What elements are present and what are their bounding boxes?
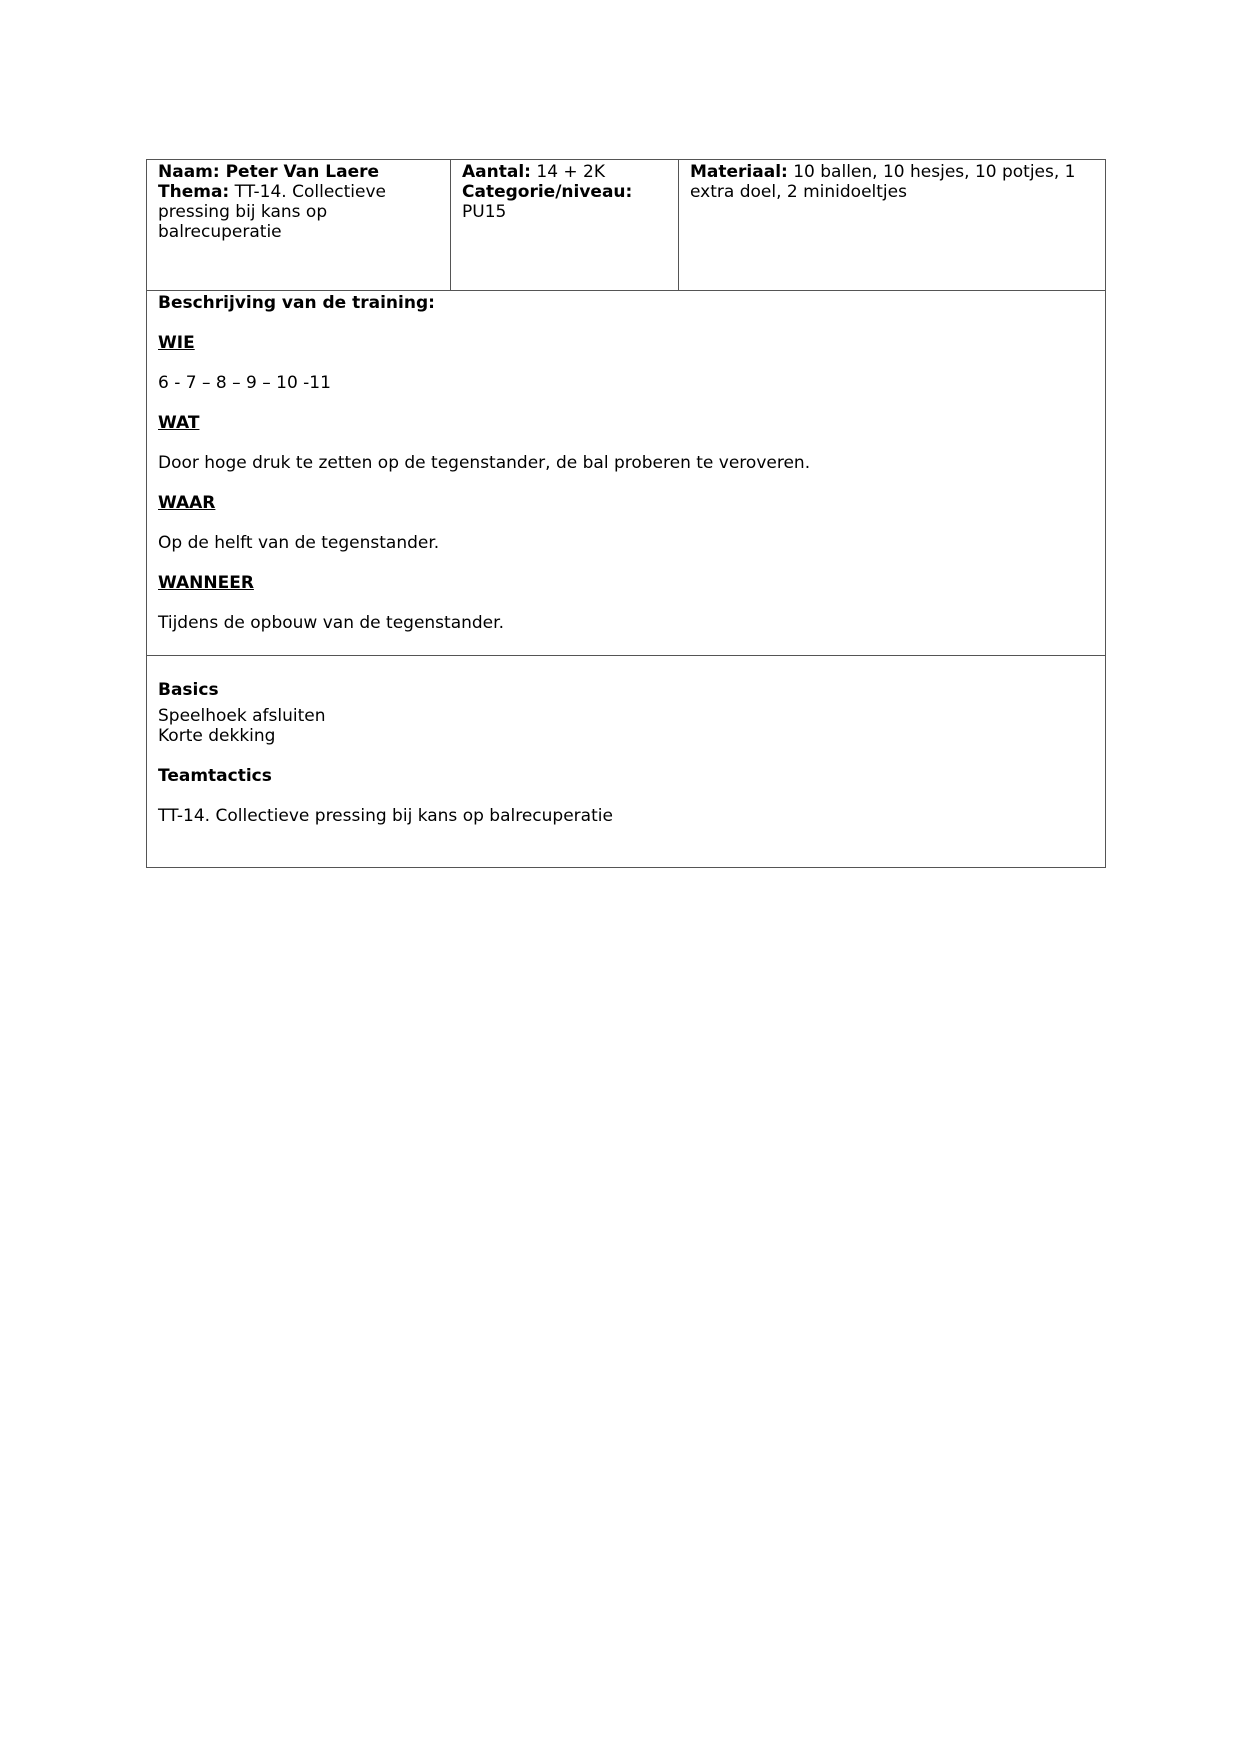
- aantal-line: [462, 162, 667, 182]
- wat-heading: WAT: [158, 413, 200, 433]
- basics-item: Korte dekking: [158, 726, 276, 746]
- wie-text: 6 - 7 – 8 – 9 – 10 -11: [158, 373, 331, 393]
- wat-text: Door hoge druk te zetten op de tegenstander, de bal proberen te veroveren.: [158, 453, 811, 473]
- thema-value: TT-14. Collectieve pressing bij kans op balrecuperatie: [158, 182, 386, 242]
- training-sheet-table: [146, 159, 1106, 868]
- materiaal-value: 10 ballen, 10 hesjes, 10 potjes, 1 extra doel, 2 minidoeltjes: [690, 162, 1076, 202]
- aantal-value: 14 + 2K: [536, 162, 606, 182]
- basics-row: [147, 656, 1105, 867]
- wanneer-text: Tijdens de opbouw van de tegenstander.: [158, 613, 504, 633]
- categorie-label: Categorie/niveau:: [462, 182, 633, 202]
- basics-cell: [147, 656, 1105, 867]
- header-row: [147, 160, 1105, 291]
- basics-heading: Basics: [158, 680, 219, 700]
- teamtactics-text: TT-14. Collectieve pressing bij kans op balrecuperatie: [158, 806, 613, 826]
- naam-label: Naam: Peter Van Laere: [158, 162, 380, 182]
- beschrijving-row: [147, 291, 1105, 656]
- materiaal-cell: [679, 160, 1105, 290]
- thema-label: Thema:: [158, 182, 230, 202]
- materiaal-line: [690, 162, 1094, 202]
- basics-item: Speelhoek afsluiten: [158, 706, 326, 726]
- beschrijving-cell: [147, 291, 1105, 655]
- naam-thema-cell: [147, 160, 451, 290]
- wanneer-heading: WANNEER: [158, 573, 254, 593]
- aantal-categorie-cell: [451, 160, 679, 290]
- waar-heading: WAAR: [158, 493, 216, 513]
- waar-text: Op de helft van de tegenstander.: [158, 533, 440, 553]
- aantal-label: Aantal:: [462, 162, 531, 182]
- wie-heading: WIE: [158, 333, 195, 353]
- categorie-value: PU15: [462, 202, 507, 222]
- beschrijving-title: Beschrijving van de training:: [158, 293, 435, 313]
- thema-line: [158, 182, 439, 242]
- teamtactics-heading: Teamtactics: [158, 766, 272, 786]
- materiaal-label: Materiaal:: [690, 162, 788, 182]
